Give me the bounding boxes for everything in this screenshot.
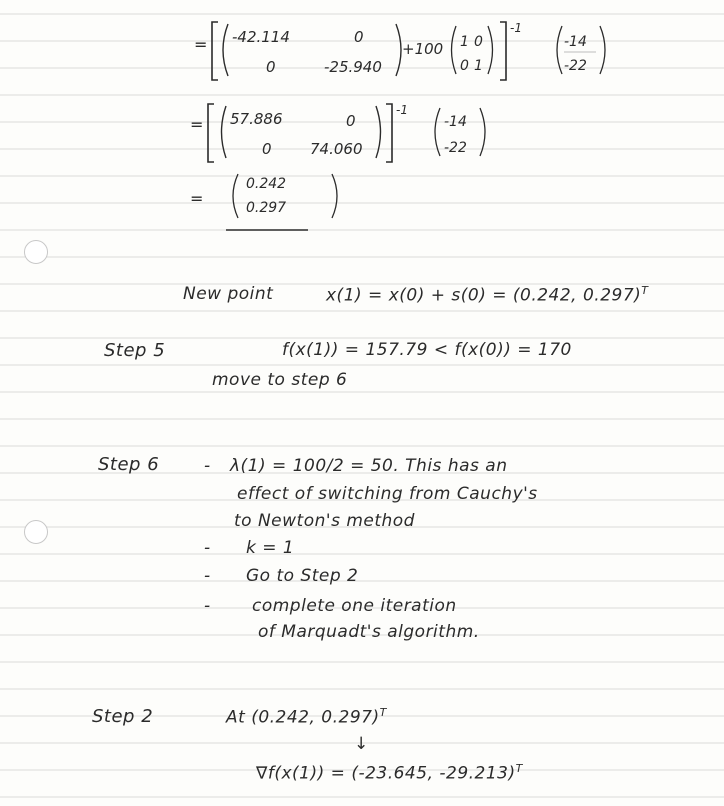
step6-line-5: Go to Step 2 bbox=[246, 566, 359, 586]
vector-paren-left bbox=[557, 26, 562, 74]
binder-hole-top bbox=[24, 240, 48, 264]
step6-dash-6: - bbox=[204, 596, 211, 616]
matrix-paren-left bbox=[223, 24, 228, 76]
vector-entry-2: -22 bbox=[564, 58, 587, 74]
matrix-entry-21: 0 bbox=[266, 58, 276, 76]
step6-dash-4: - bbox=[204, 538, 211, 558]
result-entry-2: 0.297 bbox=[246, 200, 287, 216]
new-point-transpose: T bbox=[641, 284, 649, 297]
step5-note: move to step 6 bbox=[212, 370, 348, 390]
matrix-equation-line-2 bbox=[190, 100, 530, 170]
matrix-entry-11: -42.114 bbox=[232, 28, 290, 46]
new-point-label: New point bbox=[183, 284, 274, 304]
gradient-expression bbox=[256, 762, 523, 784]
matrix-paren-left-2 bbox=[222, 106, 227, 158]
step6-dash-1: - bbox=[204, 456, 211, 476]
down-arrow-icon: ↓ bbox=[354, 734, 369, 754]
step5-label: Step 5 bbox=[104, 340, 166, 361]
step6-line-1: λ(1) = 100/2 = 50. This has an bbox=[230, 456, 508, 476]
inverse-exponent: -1 bbox=[510, 21, 522, 35]
equals-sign: = bbox=[194, 35, 208, 54]
matrix-equation-line-1 bbox=[190, 18, 630, 88]
approx-equals: = bbox=[190, 115, 204, 134]
vector2-paren-left bbox=[435, 108, 440, 156]
step6-label: Step 6 bbox=[98, 454, 160, 475]
step6-line-2: effect of switching from Cauchy's bbox=[237, 484, 538, 504]
new-point-formula: x(1) = x(0) + s(0) = (0.242, 0.297) bbox=[326, 285, 642, 306]
identity-22: 1 bbox=[474, 58, 483, 74]
step2-label: Step 2 bbox=[92, 706, 154, 727]
gradient-text: ∇f(x(1)) = (-23.645, -29.213) bbox=[256, 763, 516, 784]
binder-hole-bottom bbox=[24, 520, 48, 544]
step5-comparison: f(x(1)) = 157.79 < f(x(0)) = 170 bbox=[282, 340, 572, 360]
matrix2-entry-12: 0 bbox=[346, 112, 356, 130]
identity-21: 0 bbox=[460, 58, 469, 74]
vector2-entry-2: -22 bbox=[444, 140, 467, 156]
matrix2-entry-11: 57.886 bbox=[230, 110, 283, 128]
new-point-expression bbox=[326, 284, 649, 306]
step6-line-3: to Newton's method bbox=[234, 511, 415, 531]
vector-entry-1: -14 bbox=[564, 34, 587, 50]
result-paren-left bbox=[233, 174, 238, 218]
outer-bracket-right bbox=[500, 22, 506, 80]
matrix-entry-12: 0 bbox=[354, 28, 364, 46]
outer-bracket-right-2 bbox=[386, 104, 392, 162]
identity-11: 1 bbox=[460, 34, 469, 50]
equals-sign-3: = bbox=[190, 189, 204, 208]
outer-bracket-left bbox=[212, 22, 218, 80]
result-paren-right bbox=[332, 174, 337, 218]
identity-paren-right bbox=[488, 26, 493, 74]
vector-paren-right bbox=[600, 26, 605, 74]
step6-dash-5: - bbox=[204, 566, 211, 586]
step6-line-4: k = 1 bbox=[246, 538, 295, 558]
matrix2-entry-21: 0 bbox=[262, 140, 272, 158]
step2-at-transpose: T bbox=[379, 706, 387, 719]
result-entry-1: 0.242 bbox=[246, 176, 287, 192]
step6-line-7: of Marquadt's algorithm. bbox=[258, 622, 480, 642]
outer-bracket-left-2 bbox=[208, 104, 214, 162]
vector2-paren-right bbox=[480, 108, 485, 156]
step6-line-6: complete one iteration bbox=[252, 596, 457, 616]
identity-12: 0 bbox=[474, 34, 483, 50]
gradient-transpose: T bbox=[515, 762, 523, 775]
result-vector bbox=[190, 170, 370, 240]
vector2-entry-1: -14 bbox=[444, 114, 467, 130]
inverse-exponent-2: -1 bbox=[396, 103, 408, 117]
identity-paren-left bbox=[452, 26, 457, 74]
matrix2-entry-22: 74.060 bbox=[310, 140, 363, 158]
matrix-paren-right bbox=[396, 24, 401, 76]
matrix-entry-22: -25.940 bbox=[324, 58, 382, 76]
plus-100: +100 bbox=[402, 40, 444, 58]
matrix-paren-right-2 bbox=[376, 106, 381, 158]
step2-at-point bbox=[226, 706, 387, 728]
step2-at-text: At (0.242, 0.297) bbox=[226, 707, 380, 728]
